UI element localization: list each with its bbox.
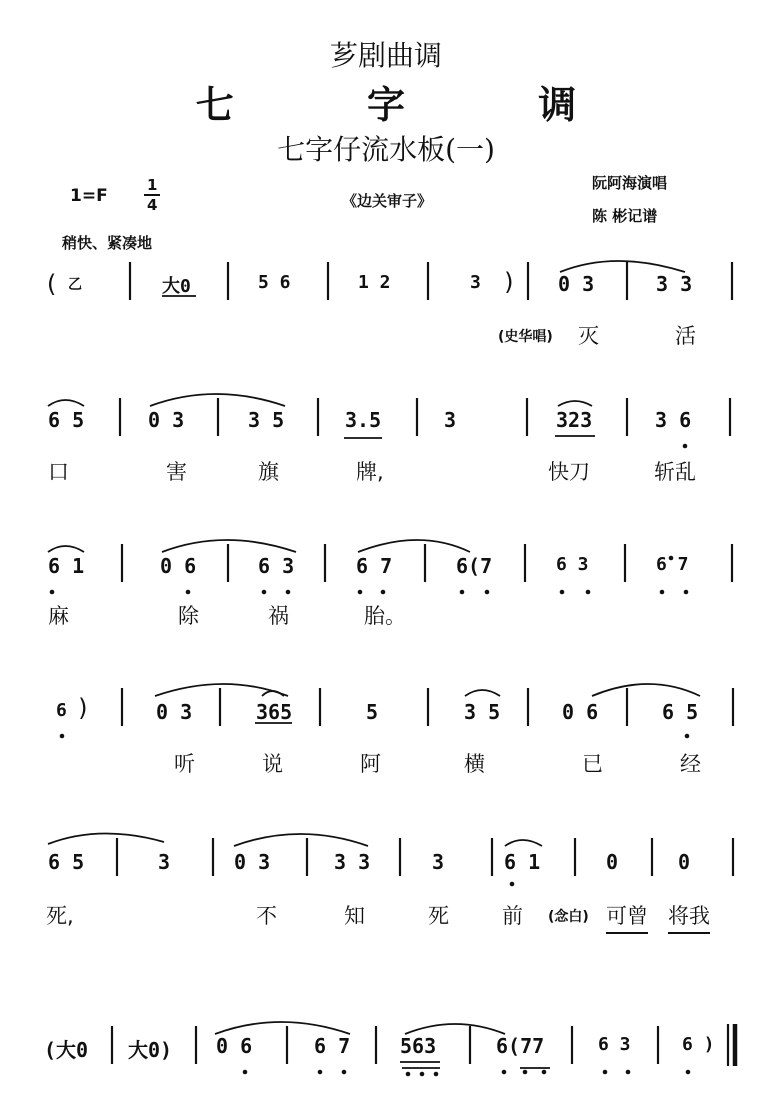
note-group: 3.5 (345, 408, 382, 432)
lyric: 斩乱 (654, 460, 696, 484)
lyric: 死 (428, 904, 449, 928)
note-group: 365 (256, 700, 293, 724)
note-group: 6 3 (598, 1034, 631, 1055)
lyric: 口 (48, 460, 69, 484)
note-percussion: 大0) (128, 1038, 173, 1062)
note-group: 3 3 (656, 272, 693, 296)
note-group: 3 5 (248, 408, 285, 432)
note-group: 6 3 (556, 554, 589, 575)
transcriber-credit: 陈 彬记谱 (592, 207, 658, 225)
note-single: 3 (444, 408, 457, 432)
note-group: 5 6 (258, 272, 291, 293)
note-single: 0 (606, 850, 619, 874)
note-group: 6 1 (48, 554, 85, 578)
note-single: 3 (432, 850, 445, 874)
note-group: 6 3 (258, 554, 295, 578)
note-single: 3 (470, 272, 481, 293)
note-close-paren: ) (76, 694, 91, 722)
lyric: 阿 (360, 752, 381, 776)
note-group: 0 3 (148, 408, 185, 432)
lyric: 死, (46, 904, 74, 928)
key-signature: 1=F (70, 186, 108, 206)
note-group: 0 3 (156, 700, 193, 724)
lyric: 旗 (258, 460, 279, 484)
time-signature-bottom: 4 (147, 196, 158, 214)
note-single: 5 (366, 700, 379, 724)
note-group: 0 3 (558, 272, 595, 296)
note-group: 0 6 (216, 1034, 253, 1058)
lyric: 已 (582, 752, 603, 776)
lyric: 经 (680, 752, 701, 776)
note-group: 6 1 (504, 850, 541, 874)
singer-indication: (史华唱) (498, 329, 553, 345)
note-percussion: 乙 (68, 277, 82, 293)
lyric: 前 (502, 904, 523, 928)
note-single: 0 (678, 850, 691, 874)
spoken-text: 可曾 (606, 900, 648, 934)
note-da0: 大0 (162, 276, 191, 297)
lyric: 横 (464, 752, 485, 776)
note-group: 0 6 (160, 554, 197, 578)
lyric: 知 (344, 904, 365, 928)
note-group: 0 3 (234, 850, 271, 874)
spoken-text: 将我 (668, 900, 710, 934)
tempo-marking: 稍快、紧凑地 (62, 234, 153, 252)
lyric: 祸 (268, 604, 289, 628)
lyric: 牌, (356, 460, 384, 484)
lyric: 不 (256, 904, 277, 928)
note-group: 563 (400, 1034, 437, 1058)
note-percussion: (大0 (44, 1038, 89, 1062)
lyric: 除 (178, 604, 199, 628)
note-group: 6(77 (496, 1034, 545, 1058)
note-group: 6 7 (314, 1034, 351, 1058)
note-group: 1 2 (358, 272, 391, 293)
note-group: 3 6 (655, 408, 692, 432)
lyric: 害 (166, 460, 187, 484)
lyric: 胎。 (364, 604, 406, 628)
note-group: 6 ) (682, 1034, 715, 1055)
source-opera: 《边关审子》 (342, 192, 433, 210)
note-group: 6 5 (662, 700, 699, 724)
song-title: 七 字 调 (195, 82, 637, 127)
note-open-paren: ( (44, 270, 59, 298)
note-group: 6 7 (356, 554, 393, 578)
lyric: 听 (174, 752, 195, 776)
lyric: 活 (675, 324, 696, 348)
note-group: 3 5 (464, 700, 501, 724)
genre-label: 芗剧曲调 (329, 39, 442, 72)
note-single: 6 (56, 700, 67, 721)
note-group: 6 7 (656, 554, 689, 575)
spoken-indication: (念白) (548, 909, 589, 925)
note-group: 0 6 (562, 700, 599, 724)
note-group: 6 5 (48, 408, 85, 432)
note-group: 323 (556, 408, 593, 432)
note-group: 6 5 (48, 850, 85, 874)
lyric: 麻 (48, 604, 69, 628)
note-close-paren: ) (502, 268, 517, 296)
note-single: 3 (158, 850, 171, 874)
lyric: 灭 (578, 324, 599, 348)
lyric: 快刀 (548, 460, 590, 484)
lyric: 说 (262, 752, 283, 776)
note-group: 6(7 (456, 554, 493, 578)
time-signature-top: 1 (147, 176, 158, 194)
singer-credit: 阮阿海演唱 (592, 174, 668, 192)
song-subtitle: 七字仔流水板(一) (277, 133, 495, 166)
note-group: 3 3 (334, 850, 371, 874)
